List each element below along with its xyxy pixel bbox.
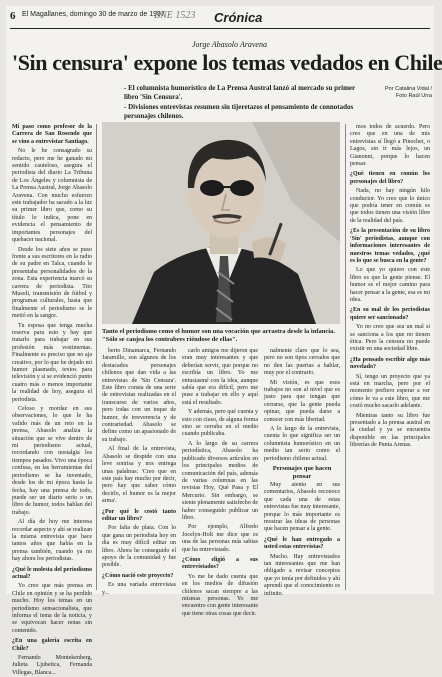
section-title: Crónica [214, 10, 263, 25]
article-column-3 [182, 348, 258, 617]
headline: 'Sin censura' expone los temas vedados en Chile [12, 50, 442, 75]
question: ¿Qué le molesta del periodismo actual? [12, 566, 92, 580]
deck-line: - El columnista humorístico de La Prensa Austral lanzó al mercado su primer libro 'Sin Censura'. [124, 84, 355, 101]
question: ¿En su mal de los periodistas quiere ser sancionado? [350, 307, 430, 321]
paragraph: Por ejemplo, Alfredo Jocelyn-Holt me dice que es una de las personas más sabias que ha entrevistado. [182, 524, 258, 553]
page-number: 6 [10, 10, 16, 22]
answer: Lo que yo quiero con este libro es que la gente piense. El humor es el mejor camino para hacer pensar a la gente, esa es mi idea. [350, 267, 430, 303]
article-column-1 [12, 124, 92, 676]
answer: Mucho. Hay entrevistados tan interesantes que me han obligado a revisar conceptos que yo tenía por definidos y ahí aprendí que el conocimiento es infinito. [264, 553, 340, 597]
paragraph: A lo largo de su carrera periodística, Abasolo ha publicado diversos artículos en los principales medios de comunicación del país, además de varias columnas en las revistas Hoy, Qué Pasa y El Mercurio. Sin embargo, se siente plenamente satisfecho de haber conseguido publicar un libro. [182, 440, 258, 521]
paragraph: Muy atento en sus comentarios, Abasolo reconoce que cada una de estas entrevistas fue muy interesante, porque lo más importante es mostrar las ideas de personas que hacen pensar a la gente. [264, 481, 340, 533]
deck [124, 84, 366, 122]
paragraph: Celoso y mordaz en sus observaciones, lo que le ha valido más de un reto en la prensa, Abasolo analiza la situación que se vive dentro de mi periodismo actual, recordando con nostalgia los tiempos pasados. Vivo una época confusa, en las herramientas del periodismo se ha inventado, desde los de mi época hasta la fecha, hay una prensa de todo, puede ser un diario serio o un libro de humor, todos hablan del trabajo. [12, 406, 92, 516]
paragraph: mos todos de acuerdo. Pero creo que en una de mis entrevistas sí llegó a Pinochet, o Lagos, sin ir más lejos, un Gianonni, porque lo hacen pensar. [350, 124, 430, 168]
answer: Es una variada entrevistas y... [102, 582, 176, 596]
answer: Yo creo que más prensa en Chile en opinión y se ha perdido mucho. Hoy los temas en un periodismo sensacionalista, que informa el tema de la noticia, y se equivocan hacer notas sin contenido. [12, 583, 92, 634]
answer: Yo me he dado cuenta que en los medios de difusión chilenos sacan siempre a las mismas personas. Yo me encuentro con gente interesante que tiene otras cosas que decir. [182, 573, 258, 617]
answer: Por falta de plata. Con lo que gana un periodista hoy en día es muy difícil editar un libro. Ahora he conseguido el apoyo de la comunidad y fue posible. [102, 525, 176, 569]
lead-paragraph: Mi paso como profesor de la Carrera de San Rosendo que se vino a entrevistar Santiago. [12, 124, 92, 145]
archive-stamp: BNE 1523 [154, 10, 196, 21]
question: ¿Qué tienen en común los personajes del libro? [350, 171, 430, 185]
question: ¿Ha pensado escribir algo más novelado? [350, 356, 430, 371]
article-column-4 [264, 348, 340, 597]
paragraph: Mi visión, es que esos trabajos no son al nivel que es justo para que tengan que cerrarse, que la gente pueda opinar, que pueda darse a conocer con más libertad. [264, 379, 340, 423]
paragraph: No le he consagrado su redacto, pero me he ganado mi sentido cauteloso, asegura el periodista del diario La Tribuna de Los Ángeles y columnista de La Prensa Austral, Jorge Abasolo Aravena. Con mucho esfuerzo este trabajador ha sacado a la luz su primer libro que, como su título lo indica, pone en evidencia el pensamiento de importantes personajes del quehacer nacional. [12, 148, 92, 244]
question: ¿Qué le han entregado a usted estas entrevistas? [264, 536, 340, 551]
question: ¿En una galería escrita en Chile? [12, 638, 92, 652]
paragraph: berto Dinamarca, Fernando Jaramillo, son algunos de los destacados personajes chilenos que dan vida a las entrevistas de 'Sin Censura'. Este libro consta de una serie de entrevistas realizadas en el transcurso de varios años, pero todas con un toque de humor, de irreverencia y de contrariedad. Abasolo se define como un apasionado de su trabajo. [102, 348, 176, 443]
paragraph: A lo largo de la entrevista, cuenta lo que significa ser un columnista humorístico en un medio tan serio como el periodismo chileno actual. [264, 426, 340, 462]
article-column-5 [350, 124, 430, 594]
paragraph: Tu esposa que tenga mucha reserva para esto y hay que tratarlo para trabajar en sus profesión más vestimentas. Finalmente es preciso que no aja creativo, por lo que he dejado mi humor plasmado, textos para televisión y si se evidenció punto cuatro más o menos importante la realidad de hoy, asegura el periodista. [12, 322, 92, 403]
portrait-illustration [102, 122, 340, 324]
answer: Nada, no hay ningún hilo conductor. Yo creo que lo único que podría tener en común es que todos tienen una visión libre de la realidad del país. [350, 188, 430, 224]
paragraph: Al día de hoy me interesa recordar aspecto y ahí se realizan la misma entrevista que hace tantos años que había en la prensa también, cuando ya no hay ahora los periodistas. [12, 519, 92, 563]
byline: Jorge Abasolo Aravena [192, 40, 267, 49]
paragraph: nalmente claro que lo sea, pero no son tipos cerrados que no den las puertas a hablar, muy por el contrario. [264, 348, 340, 377]
photo-caption: Tanto el periodismo como el humor son una vocación que arrastra desde la infancia. "Sólo se canjea los contrabres riéndose de ellas". [102, 328, 335, 343]
question: ¿Cómo nació este proyecto? [102, 572, 174, 579]
answer: Yo no creo que sea un mal si se sanciona a los que no tienen ética. Pero la censura no puede existir en una sociedad libre. [350, 324, 430, 353]
paragraph: Mientras tanto su libro fue presentado a la prensa austral en la ciudad y ya se encuentra disponible en las principales librerías de Punta Arenas. [350, 412, 430, 449]
photo-credit: Por Catalina Vidal / Foto Raúl Urra [385, 86, 432, 99]
question: ¿Cómo eligió a sus entrevistados? [182, 556, 258, 571]
paragraph: Al final de la entrevista, Abasolo se despide con una leve sonrisa y nos entrega unas palabras: 'Creo que en este país hay mucho por decir, pero hay que saber cómo decirlo, el humor es la mejor arma'. [102, 446, 176, 505]
page-header [6, 10, 434, 25]
portrait-photo [102, 122, 340, 324]
newspaper-page [6, 6, 442, 676]
article-column-2 [102, 348, 176, 594]
question: ¿Es la presentación de su libro 'Sin' periodistas, aunque con informaciones interesantes de nuestros temas vedados, ¿qué es lo que se busca en la gente? [350, 228, 430, 264]
paragraph: Y además, pero qué cuenta y esto con ciuso, de alguna forma sino se cerraba en el medio cuando publicaba. [182, 409, 258, 438]
answer: Sí, tengo un proyecto que ya está en marcha, pero por el momento prefiero esperar a ver cómo le va a este libro, que me costó mucho sacarlo adelante. [350, 373, 430, 410]
column-divider [96, 124, 97, 590]
question: ¿Por qué le costó tanto editar un libro? [102, 508, 176, 522]
header-rule [10, 28, 430, 29]
paragraph: Desde los siete años se puso frente a sus escritores en la radio de su padre en Talca, cuando le presentaba personalidades de la zona. Esta experiencia marcó su carrera de periodista. Tito Musoli, transmisión de fútbol y programas culturales, hasta que finalmente el periodismo se le metió en la sangre. [12, 246, 92, 320]
subheading: Personajes que hacen pensar [272, 465, 332, 480]
column-divider [345, 124, 346, 590]
answer: Fernando Montekenberg, Julieta Ljubetica, Fernanda Villegas, Blanca... [12, 655, 92, 676]
paragraph: carlo amigos me dijeron que eran muy interesantes y que deberían servir, que porque no escribía un libro. Yo me entusiasmé con la idea, aunque sabía que era difícil, pero me puse a trabajar en ello y aquí está el resultado. [182, 348, 258, 406]
dateline: El Magallanes, domingo 30 de marzo de 1997 [22, 11, 165, 18]
deck-line: - Divisiones entrevistas resumen sin tijeretazos el pensamiento de connotados personajes chilenos. [124, 103, 354, 120]
